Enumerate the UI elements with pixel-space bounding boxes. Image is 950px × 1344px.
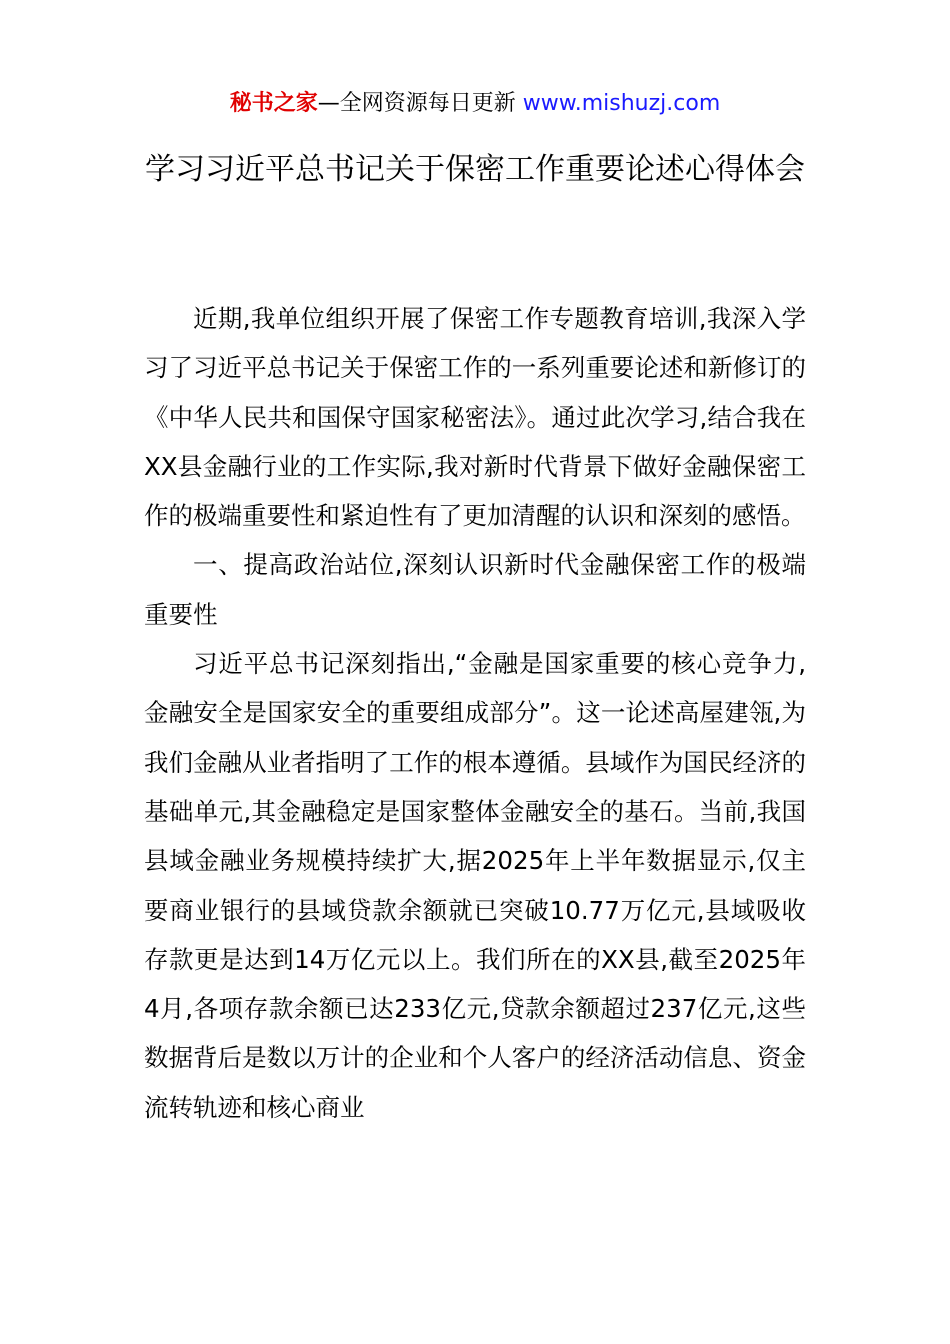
site-header xyxy=(0,88,950,120)
site-url-link[interactable]: www.mishuzj.com xyxy=(522,91,721,116)
section-heading-1: 一、提高政治站位,深刻认识新时代金融保密工作的极端重要性 xyxy=(144,550,806,629)
site-brand: 秘书之家 xyxy=(229,91,318,116)
site-tagline: —全网资源每日更新 xyxy=(317,91,523,116)
paragraph-section-1: 习近平总书记深刻指出,“金融是国家重要的核心竞争力,金融安全是国家安全的重要组成部分”。这一论述高屋建瓴,为我们金融从业者指明了工作的根本遵循。县域作为国民经济的基础单元,其金融稳定是国家整体金融安全的基石。当前,我国县域金融业务规模持续扩大,据2025年上半年数据显示,仅主要商业银行的县域贷款余额就已突破10.77万亿元,县域吸收存款更是达到14万亿元以上。我们所在的XX县,截至2025年4月,各项存款余额已达233亿元,贷款余额超过237亿元,这些数据背后是数以万计的企业和个人客户的经济活动信息、资金流转轨迹和核心商业 xyxy=(144,649,806,1122)
paragraph-intro: 近期,我单位组织开展了保密工作专题教育培训,我深入学习了习近平总书记关于保密工作的一系列重要论述和新修订的《中华人民共和国保守国家秘密法》。通过此次学习,结合我在XX县金融行业的工作实际,我对新时代背景下做好金融保密工作的极端重要性和紧迫性有了更加清醒的认识和深刻的感悟。 xyxy=(144,304,806,531)
document-body xyxy=(144,294,806,1132)
document-title: 学习习近平总书记关于保密工作重要论述心得体会 xyxy=(145,152,805,187)
